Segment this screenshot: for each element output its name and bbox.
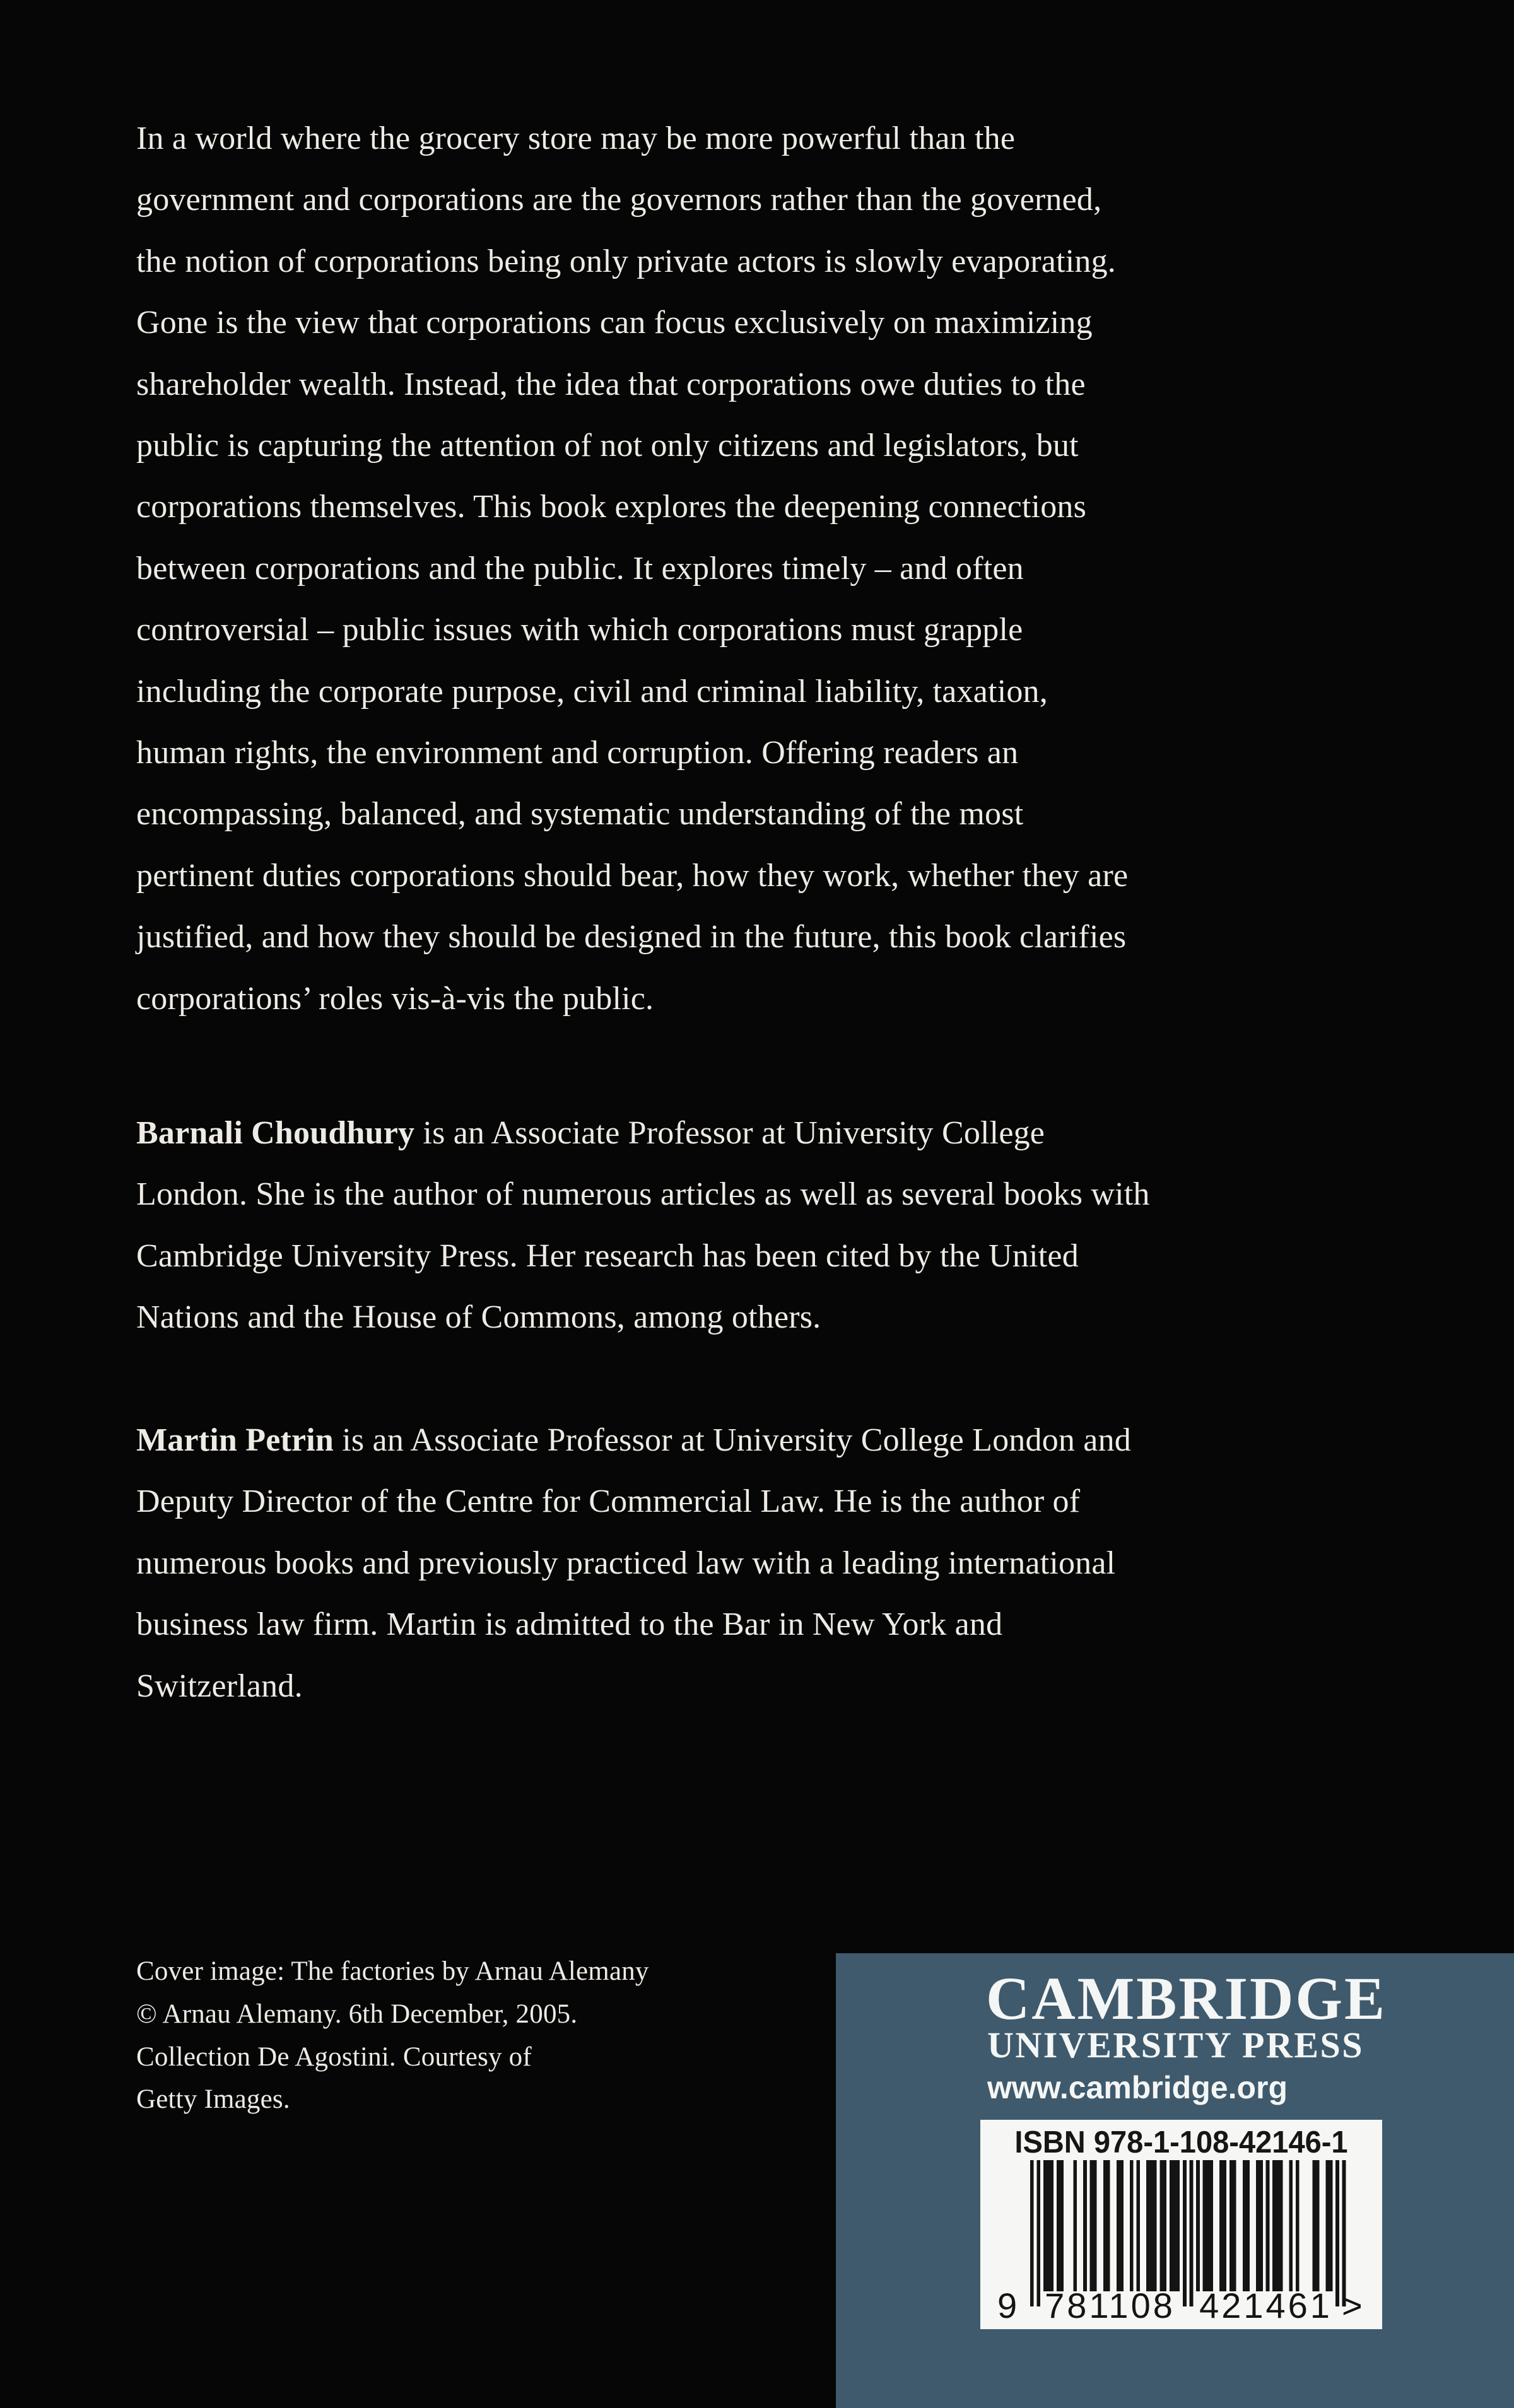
bio-first-line: [136, 1410, 1131, 1471]
text-line: the notion of corporations being only private actors is slowly evaporating.: [136, 243, 1116, 279]
text-line: business law firm. Martin is admitted to the Bar in New York and: [136, 1606, 1003, 1643]
author-name: Martin Petrin: [136, 1422, 334, 1458]
text-line: Cambridge University Press. Her research has been cited by the United: [136, 1237, 1079, 1274]
text-line: © Arnau Alemany. 6th December, 2005.: [136, 1999, 578, 2029]
text-line: justified, and how they should be designed in the future, this book clarifies: [136, 919, 1127, 956]
text-line: shareholder wealth. Instead, the idea that corporations owe duties to the: [136, 366, 1086, 402]
publisher-panel: [836, 1953, 1514, 2408]
isbn-barcode-box: [980, 2120, 1382, 2329]
text-line: corporations’ roles vis-à-vis the public.: [136, 980, 654, 1017]
text-line: including the corporate purpose, civil and criminal liability, taxation,: [136, 673, 1048, 710]
publisher-subname: UNIVERSITY PRESS: [987, 2025, 1364, 2066]
text-line: encompassing, balanced, and systematic understanding of the most: [136, 796, 1024, 833]
book-description: [136, 108, 1128, 1029]
publisher-website: www.cambridge.org: [987, 2070, 1288, 2105]
text-line: government and corporations are the governors rather than the governed,: [136, 182, 1102, 218]
publisher-name: CAMBRIDGE: [986, 1965, 1387, 2032]
text-line: between corporations and the public. It explores timely – and often: [136, 550, 1024, 587]
text-line: Deputy Director of the Centre for Commercial Law. He is the author of: [136, 1483, 1081, 1520]
bio-text: is an Associate Professor at University College: [414, 1115, 1045, 1151]
author-bio-martin-petrin: [136, 1410, 1131, 1717]
text-line: Nations and the House of Commons, among others.: [136, 1299, 821, 1336]
text-line: numerous books and previously practiced law with a leading international: [136, 1545, 1116, 1581]
isbn-number: ISBN 978-1-108-42146-1: [1014, 2125, 1348, 2160]
barcode-digit-group: 421461: [1199, 2286, 1332, 2325]
text-line: human rights, the environment and corruption. Offering readers an: [136, 735, 1019, 771]
text-line: controversial – public issues with which corporations must grapple: [136, 612, 1023, 648]
barcode-digit-group: 781108: [1045, 2286, 1175, 2325]
text-line: London. She is the author of numerous articles as well as several books with: [136, 1176, 1150, 1213]
greater-than-symbol: >: [1342, 2286, 1363, 2325]
barcode-digit-group: 9: [997, 2286, 1018, 2325]
text-line: Gone is the view that corporations can focus exclusively on maximizing: [136, 305, 1093, 341]
text-line: Cover image: The factories by Arnau Alemany: [136, 1956, 649, 1986]
author-bio-barnali-choudhury: [136, 1102, 1150, 1348]
text-line: Collection De Agostini. Courtesy of: [136, 2042, 532, 2072]
text-line: In a world where the grocery store may be more powerful than the: [136, 120, 1016, 156]
author-name: Barnali Choudhury: [136, 1115, 415, 1151]
cover-image-credit: [136, 1950, 649, 2121]
bio-text: is an Associate Professor at University College London and: [334, 1422, 1131, 1458]
text-line: Switzerland.: [136, 1668, 303, 1704]
bio-first-line: [136, 1102, 1150, 1164]
text-line: pertinent duties corporations should bear, how they work, whether they are: [136, 857, 1129, 894]
barcode-digits: [994, 2285, 1369, 2325]
text-line: public is capturing the attention of not only citizens and legislators, but: [136, 428, 1079, 464]
text-line: Getty Images.: [136, 2084, 290, 2115]
text-line: corporations themselves. This book explores the deepening connections: [136, 489, 1087, 525]
